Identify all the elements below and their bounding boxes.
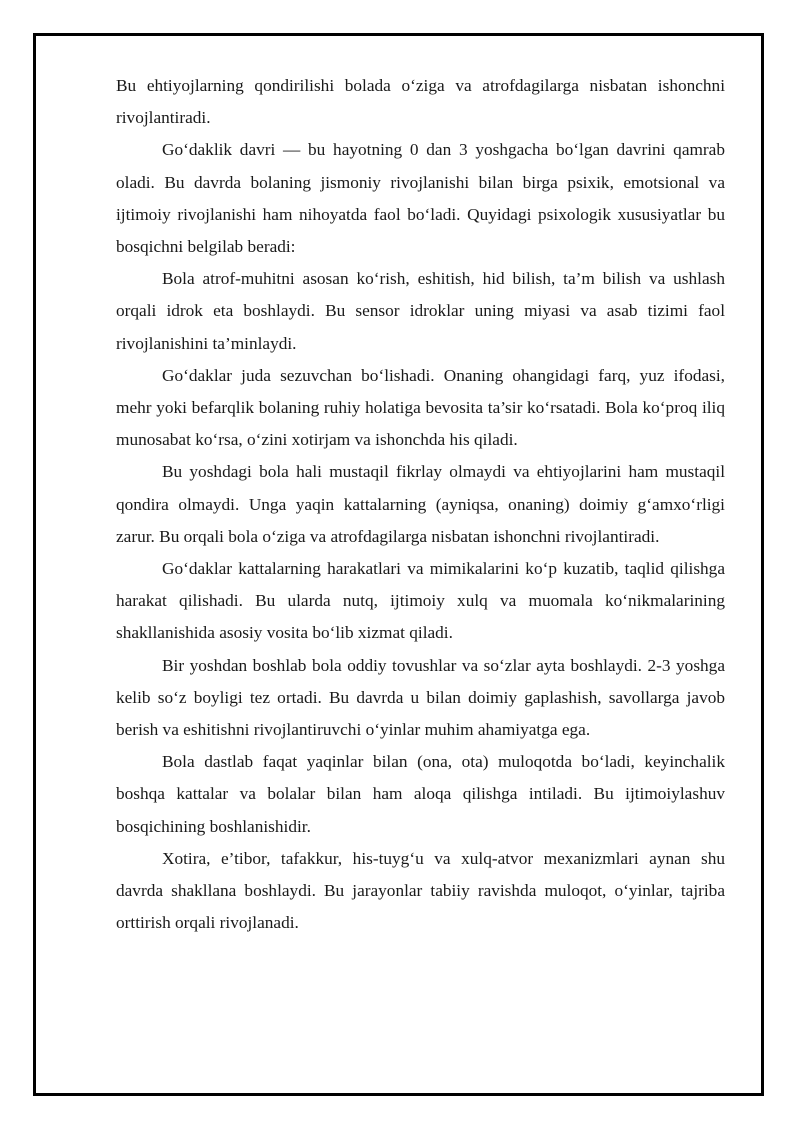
paragraph-7: Bir yoshdan boshlab bola oddiy tovushlar va so‘zlar ayta boshlaydi. 2-3 yoshga kelib so‘z boyligi tez ortadi. Bu davrda u bilan doimiy gaplashish, savollarga javob berish va eshitishni rivojlantiruvchi o‘yinlar muhim ahamiyatga ega. bbox=[116, 655, 725, 740]
paragraph-6: Go‘daklar kattalarning harakatlari va mimikalarini ko‘p kuzatib, taqlid qilishga harakat qilishadi. Bu ularda nutq, ijtimoiy xulq va muomala ko‘nikmalarining shakllanishida asosiy vosita bo‘lib xizmat qiladi. bbox=[116, 559, 725, 643]
paragraph-1: Bu ehtiyojlarning qondirilishi bolada o‘ziga va atrofdagilarga nisbatan ishonchni rivojlantiradi. bbox=[116, 76, 725, 128]
document-body bbox=[116, 70, 725, 939]
paragraph-3: Bola atrof-muhitni asosan ko‘rish, eshitish, hid bilish, ta’m bilish va ushlash orqali idrok eta boshlaydi. Bu sensor idroklar uning miyasi va asab tizimi faol rivojlanishini ta’minlaydi. bbox=[116, 269, 725, 353]
paragraph-8: Bola dastlab faqat yaqinlar bilan (ona, ota) muloqotda bo‘ladi, keyinchalik boshqa kattalar va bolalar bilan ham aloqa qilishga intiladi. Bu ijtimoiylashuv bosqichining boshlanishidir. bbox=[116, 752, 725, 836]
paragraph-4: Go‘daklar juda sezuvchan bo‘lishadi. Onaning ohangidagi farq, yuz ifodasi, mehr yoki befarqlik bolaning ruhiy holatiga bevosita ta’sir ko‘rsatadi. Bola ko‘proq iliq munosabat ko‘rsa, o‘zini xotirjam va ishonchda his qiladi. bbox=[116, 365, 725, 450]
paragraph-9: Xotira, e’tibor, tafakkur, his-tuyg‘u va xulq-atvor mexanizmlari aynan shu davrda shakllana boshlaydi. Bu jarayonlar tabiiy ravishda muloqot, o‘yinlar, tajriba orttirish orqali rivojlanadi. bbox=[116, 848, 725, 933]
paragraph-2: Go‘daklik davri — bu hayotning 0 dan 3 yoshgacha bo‘lgan davrini qamrab oladi. Bu davrda bolaning jismoniy rivojlanishi bilan birga psixik, emotsional va ijtimoiy rivojlanishi ham nihoyatda faol bo‘ladi. Quyidagi psixologik xususiyatlar bu bosqichni belgilab beradi: bbox=[116, 140, 725, 257]
paragraph-5: Bu yoshdagi bola hali mustaqil fikrlay olmaydi va ehtiyojlarini ham mustaqil qondira olmaydi. Unga yaqin kattalarning (ayniqsa, onaning) doimiy g‘amxo‘rligi zarur. Bu orqali bola o‘ziga va atrofdagilarga nisbatan ishonchni rivojlantiradi. bbox=[116, 462, 725, 546]
